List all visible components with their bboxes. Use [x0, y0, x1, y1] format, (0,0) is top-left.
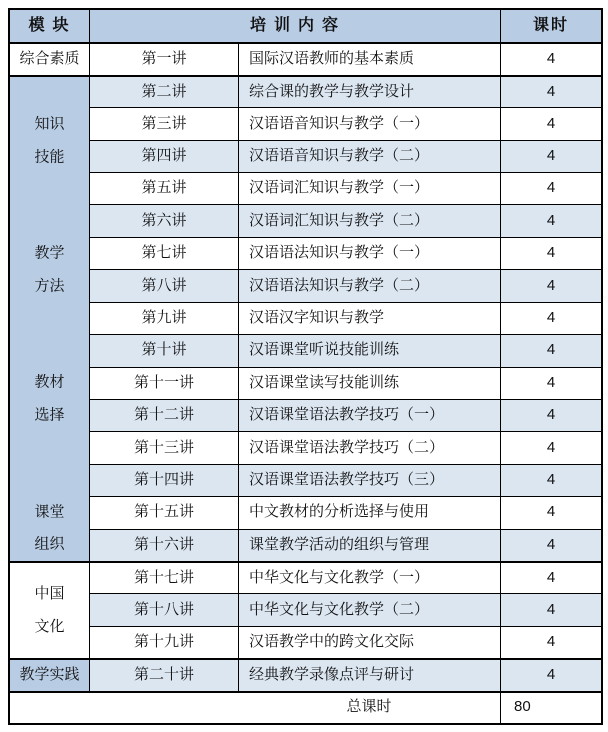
module-label: 技能: [34, 149, 65, 166]
hours-cell: 4: [500, 431, 601, 463]
content-cell: 汉语词汇知识与教学（一）: [238, 172, 500, 204]
module-label: 教材: [34, 375, 65, 392]
module-label: 课堂: [34, 504, 65, 521]
content-cell: 汉语课堂听说技能训练: [238, 334, 500, 366]
footer-total-hours-value: 80: [500, 691, 601, 723]
hours-cell: 4: [500, 658, 601, 690]
module-cell-chinese-culture: [10, 561, 89, 658]
header-hours: 课时: [500, 10, 601, 42]
hours-cell: 4: [500, 269, 601, 301]
lecture-cell: 第二十讲: [89, 658, 238, 690]
hours-cell: 4: [500, 42, 601, 74]
hours-cell: 4: [500, 172, 601, 204]
module-cell-teaching-practice: 教学实践: [10, 658, 89, 690]
header-training-content: 培 训 内 容: [89, 10, 500, 42]
hours-cell: 4: [500, 561, 601, 593]
content-cell: 汉语语音知识与教学（一）: [238, 107, 500, 139]
lecture-cell: 第十三讲: [89, 431, 238, 463]
hours-cell: 4: [500, 367, 601, 399]
content-cell: 汉语课堂读写技能训练: [238, 367, 500, 399]
lecture-cell: 第七讲: [89, 237, 238, 269]
content-cell: 汉语教学中的跨文化交际: [238, 626, 500, 658]
module-label: 中国: [34, 585, 65, 602]
total-hours-label: 总课时: [346, 699, 392, 716]
hours-cell: 4: [500, 302, 601, 334]
content-cell: 中华文化与文化教学（一）: [238, 561, 500, 593]
lecture-cell: 第三讲: [89, 107, 238, 139]
lecture-cell: 第九讲: [89, 302, 238, 334]
content-cell: 综合课的教学与教学设计: [238, 75, 500, 107]
lecture-cell: 第十四讲: [89, 464, 238, 496]
hours-cell: 4: [500, 626, 601, 658]
lecture-cell: 第八讲: [89, 269, 238, 301]
module-cell-comprehensive-quality: 综合素质: [10, 42, 89, 74]
content-cell: 汉语课堂语法教学技巧（三）: [238, 464, 500, 496]
footer-total-label-cell: [10, 691, 500, 723]
content-cell: 汉语语法知识与教学（一）: [238, 237, 500, 269]
hours-cell: 4: [500, 593, 601, 625]
lecture-cell: 第十六讲: [89, 529, 238, 561]
lecture-cell: 第四讲: [89, 140, 238, 172]
content-cell: 经典教学录像点评与研讨: [238, 658, 500, 690]
lecture-cell: 第十五讲: [89, 496, 238, 528]
lecture-cell: 第十二讲: [89, 399, 238, 431]
content-cell: 汉语课堂语法教学技巧（二）: [238, 431, 500, 463]
content-cell: 汉语汉字知识与教学: [238, 302, 500, 334]
training-schedule-table: [8, 8, 603, 725]
hours-cell: 4: [500, 237, 601, 269]
content-cell: 汉语词汇知识与教学（二）: [238, 204, 500, 236]
module-cell-knowledge-skills-methods-materials-classroom: [10, 75, 89, 561]
lecture-cell: 第十九讲: [89, 626, 238, 658]
content-cell: 中文教材的分析选择与使用: [238, 496, 500, 528]
hours-cell: 4: [500, 399, 601, 431]
hours-cell: 4: [500, 334, 601, 366]
module-label: 教学: [34, 245, 65, 262]
content-cell: 课堂教学活动的组织与管理: [238, 529, 500, 561]
content-cell: 中华文化与文化教学（二）: [238, 593, 500, 625]
module-label: 组织: [34, 536, 65, 553]
lecture-cell: 第十一讲: [89, 367, 238, 399]
lecture-cell: 第二讲: [89, 75, 238, 107]
lecture-cell: 第六讲: [89, 204, 238, 236]
content-cell: 国际汉语教师的基本素质: [238, 42, 500, 74]
hours-cell: 4: [500, 529, 601, 561]
header-module: 模 块: [10, 10, 89, 42]
lecture-cell: 第十讲: [89, 334, 238, 366]
hours-cell: 4: [500, 107, 601, 139]
lecture-cell: 第一讲: [89, 42, 238, 74]
content-cell: 汉语语音知识与教学（二）: [238, 140, 500, 172]
hours-cell: 4: [500, 496, 601, 528]
module-label: 选择: [34, 407, 65, 424]
module-label: 方法: [34, 278, 65, 295]
lecture-cell: 第五讲: [89, 172, 238, 204]
content-cell: 汉语语法知识与教学（二）: [238, 269, 500, 301]
lecture-cell: 第十八讲: [89, 593, 238, 625]
hours-cell: 4: [500, 464, 601, 496]
hours-cell: 4: [500, 75, 601, 107]
module-label: 知识: [34, 116, 65, 133]
hours-cell: 4: [500, 204, 601, 236]
module-label: 文化: [34, 618, 65, 635]
hours-cell: 4: [500, 140, 601, 172]
lecture-cell: 第十七讲: [89, 561, 238, 593]
content-cell: 汉语课堂语法教学技巧（一）: [238, 399, 500, 431]
